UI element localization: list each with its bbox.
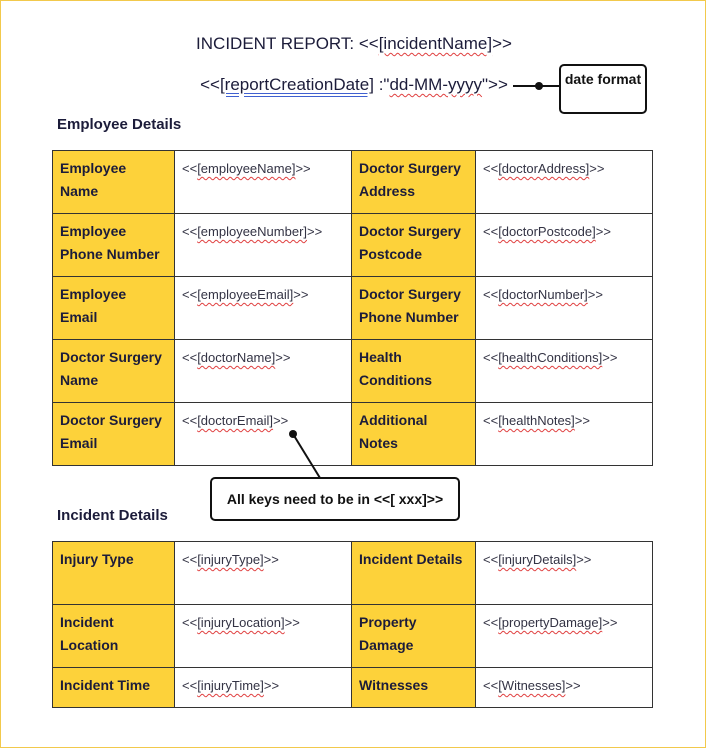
- date-format-callout: date format: [559, 64, 647, 114]
- placeholder-key: [healthNotes]: [498, 413, 575, 428]
- keys-callout-dot: [289, 430, 297, 438]
- field-label: Additional Notes: [352, 403, 476, 466]
- field-label: Doctor Surgery Address: [352, 151, 476, 214]
- field-value[interactable]: <<[propertyDamage]>>: [476, 605, 653, 668]
- field-label: Employee Name: [53, 151, 175, 214]
- field-value[interactable]: <<[employeeName]>>: [175, 151, 352, 214]
- placeholder-key: [injuryTime]: [197, 678, 264, 693]
- keys-callout-line: [293, 434, 320, 478]
- field-value[interactable]: <<[injuryType]>>: [175, 542, 352, 605]
- report-title: INCIDENT REPORT: <<[incidentName]>>: [196, 34, 512, 53]
- field-value[interactable]: <<[doctorPostcode]>>: [476, 214, 653, 277]
- placeholder-key: [propertyDamage]: [498, 615, 603, 630]
- field-label: Employee Phone Number: [53, 214, 175, 277]
- placeholder-key: [employeeEmail]: [197, 287, 294, 302]
- field-label: Doctor Surgery Name: [53, 340, 175, 403]
- field-value[interactable]: <<[injuryDetails]>>: [476, 542, 653, 605]
- placeholder-key: [employeeName]: [197, 161, 296, 176]
- placeholder-key: [doctorEmail]: [197, 413, 274, 428]
- field-value[interactable]: <<[doctorEmail]>>: [175, 403, 352, 466]
- field-value[interactable]: <<[healthNotes]>>: [476, 403, 653, 466]
- placeholder-key: [doctorName]: [197, 350, 276, 365]
- field-value[interactable]: <<[doctorName]>>: [175, 340, 352, 403]
- field-value[interactable]: <<[employeeNumber]>>: [175, 214, 352, 277]
- field-label: Doctor Surgery Phone Number: [352, 277, 476, 340]
- field-value[interactable]: <<[employeeEmail]>>: [175, 277, 352, 340]
- field-value[interactable]: <<[doctorNumber]>>: [476, 277, 653, 340]
- report-date-field: <<[reportCreationDate] :"dd-MM-yyyy">>: [200, 75, 508, 94]
- field-label: Property Damage: [352, 605, 476, 668]
- placeholder-key: [doctorPostcode]: [498, 224, 596, 239]
- field-value[interactable]: <<[healthConditions]>>: [476, 340, 653, 403]
- field-label: Doctor Surgery Email: [53, 403, 175, 466]
- field-value[interactable]: <<[injuryTime]>>: [175, 668, 352, 708]
- keys-format-callout: All keys need to be in <<[ xxx]>>: [210, 477, 460, 521]
- field-value[interactable]: <<[injuryLocation]>>: [175, 605, 352, 668]
- field-label: Witnesses: [352, 668, 476, 708]
- employee-details-heading: Employee Details: [57, 116, 182, 133]
- field-label: Employee Email: [53, 277, 175, 340]
- report-creation-date-field[interactable]: [reportCreationDate]: [219, 75, 374, 94]
- field-label: Doctor Surgery Postcode: [352, 214, 476, 277]
- placeholder-key: [Witnesses]: [498, 678, 566, 693]
- incident-name-field[interactable]: [incidentName]: [378, 34, 493, 53]
- field-label: Incident Time: [53, 668, 175, 708]
- field-value[interactable]: <<[doctorAddress]>>: [476, 151, 653, 214]
- field-label: Injury Type: [53, 542, 175, 605]
- placeholder-key: [healthConditions]: [498, 350, 603, 365]
- placeholder-key: [injuryLocation]: [197, 615, 285, 630]
- field-value[interactable]: <<[Witnesses]>>: [476, 668, 653, 708]
- placeholder-key: [doctorAddress]: [498, 161, 590, 176]
- placeholder-key: [doctorNumber]: [498, 287, 588, 302]
- field-label: Incident Details: [352, 542, 476, 605]
- incident-details-heading: Incident Details: [57, 507, 168, 524]
- placeholder-key: [employeeNumber]: [197, 224, 308, 239]
- field-label: Health Conditions: [352, 340, 476, 403]
- date-format-text: dd-MM-yyyy: [389, 75, 483, 94]
- placeholder-key: [injuryType]: [197, 552, 264, 567]
- date-callout-dot: [535, 82, 543, 90]
- placeholder-key: [injuryDetails]: [498, 552, 577, 567]
- field-label: Incident Location: [53, 605, 175, 668]
